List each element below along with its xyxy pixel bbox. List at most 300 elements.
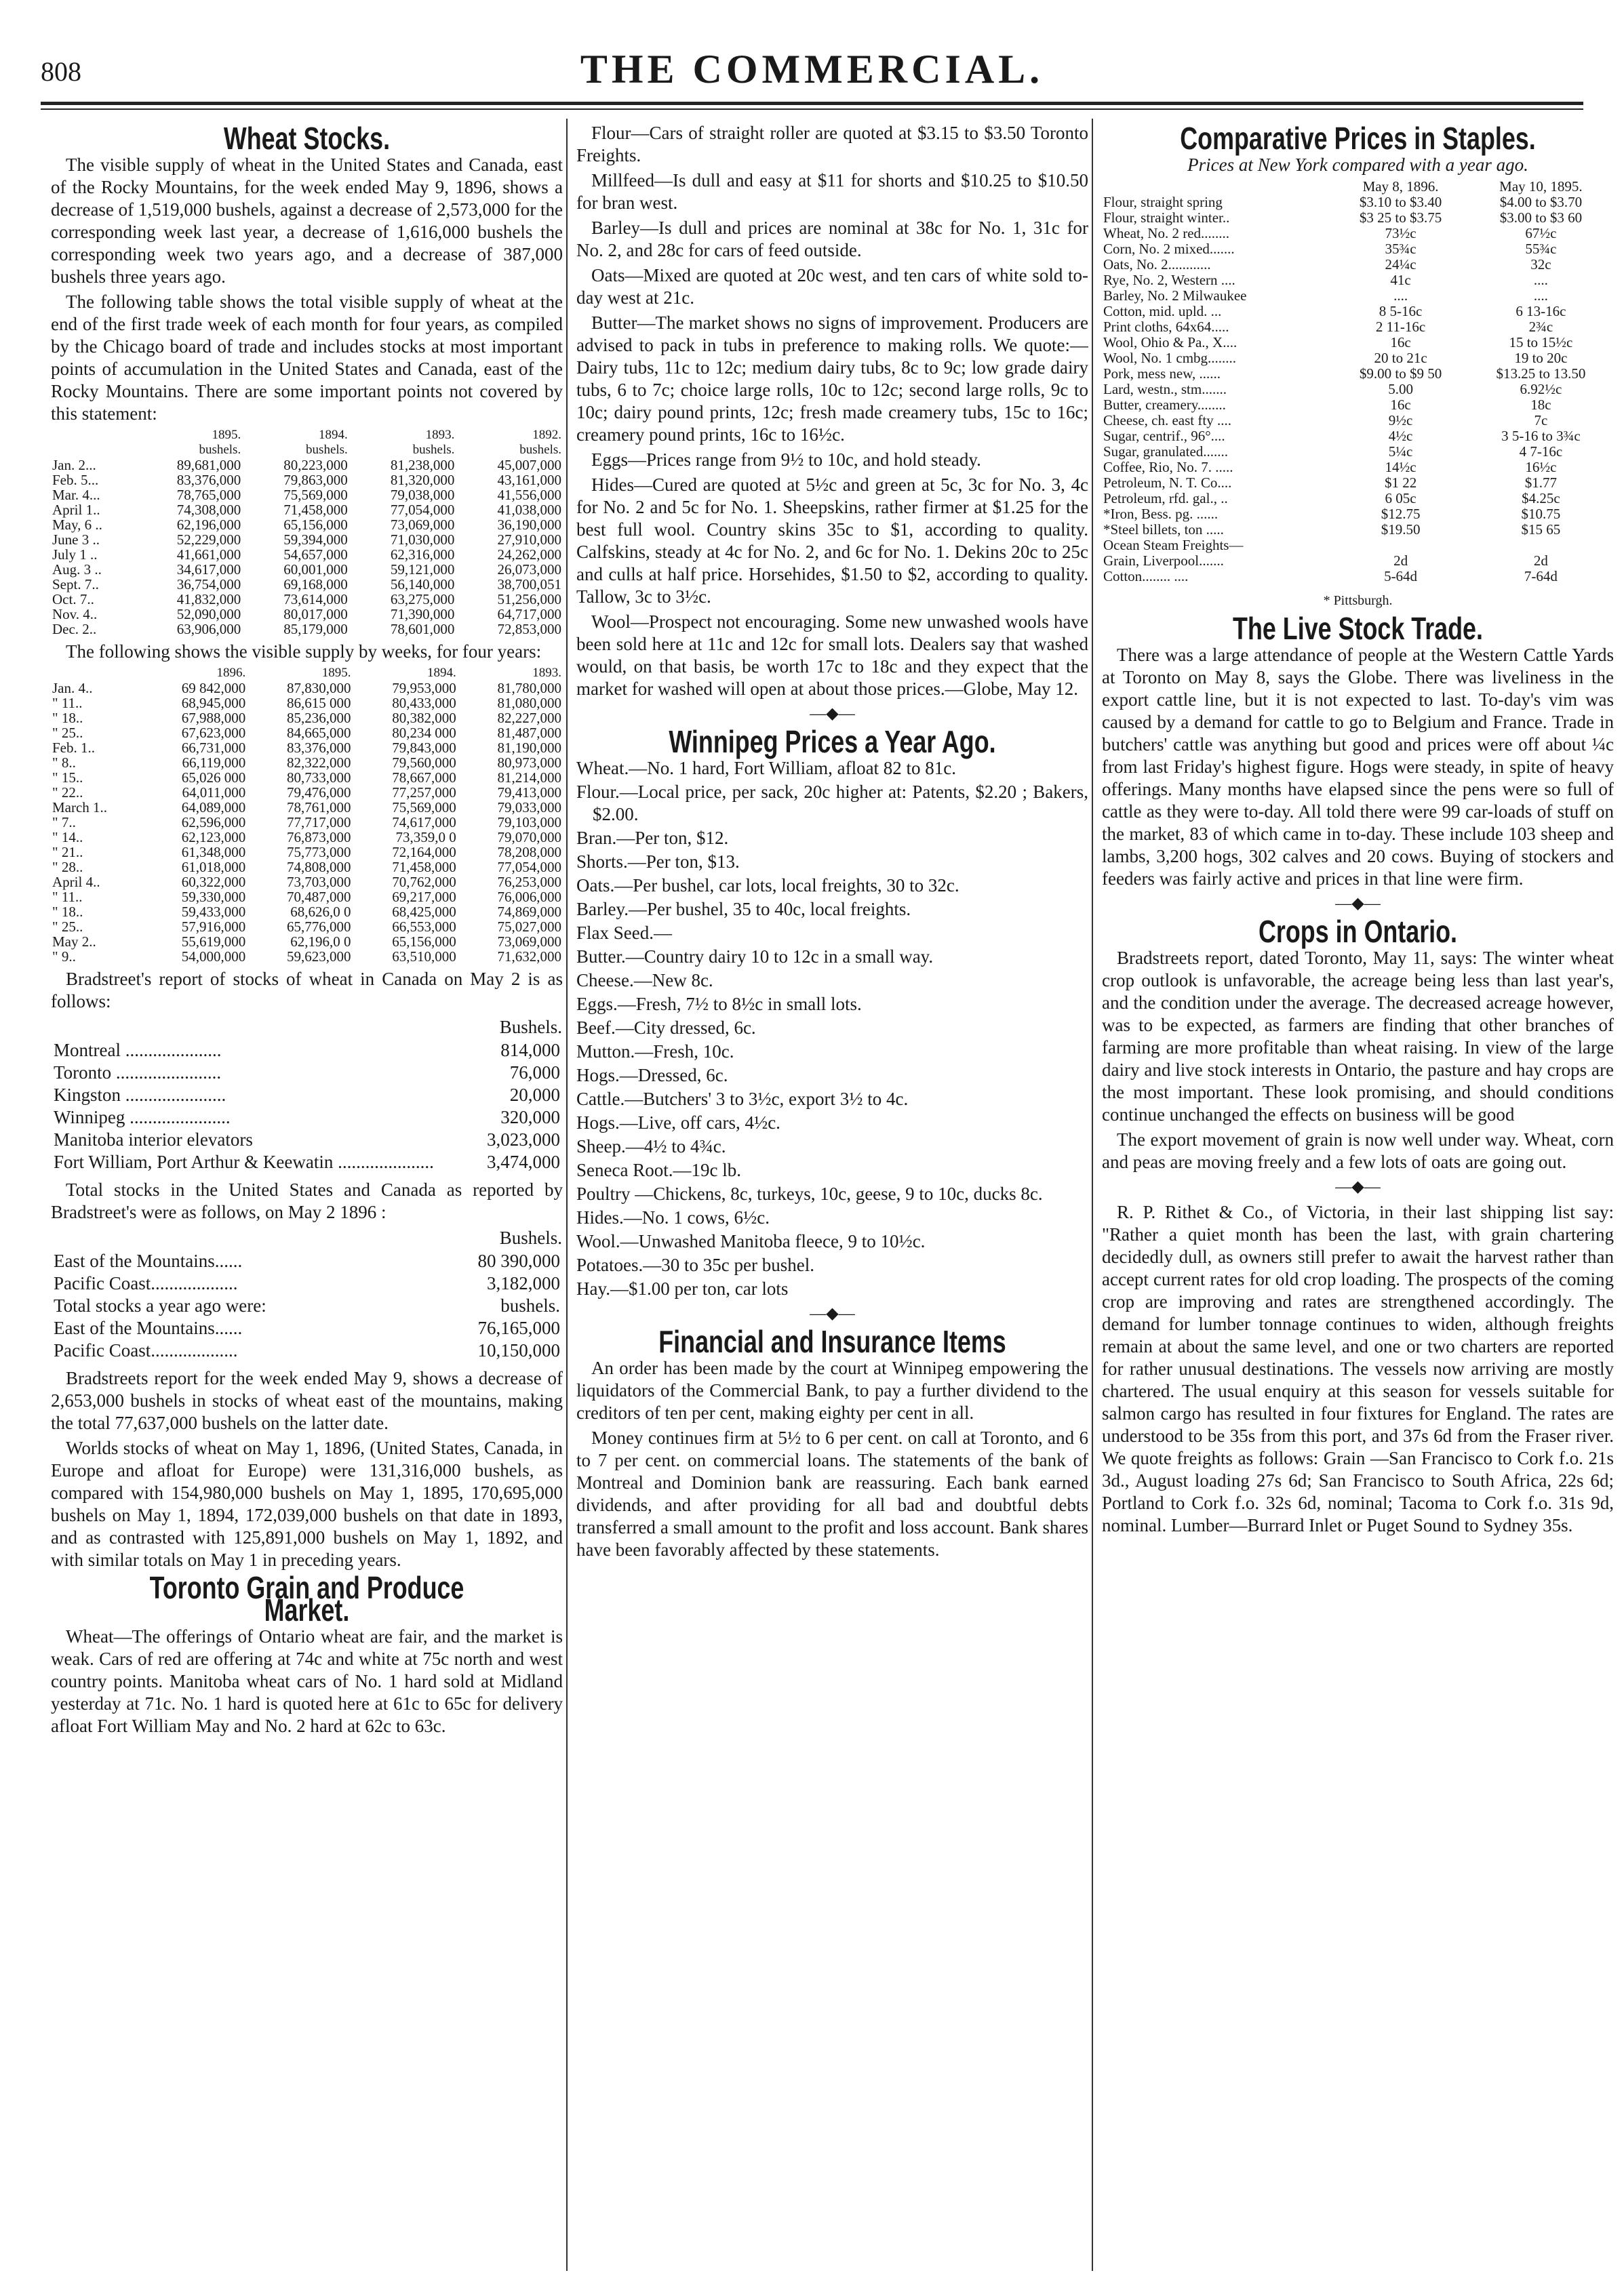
table-cell: April 1.. — [52, 502, 100, 518]
price-item: Cheese.—New 8c. — [576, 970, 713, 990]
column-header: May 10, 1895. — [1499, 178, 1583, 195]
table-row — [1102, 335, 1614, 350]
table-cell: 79,953,000 — [392, 680, 456, 696]
table-cell: 80,017,000 — [283, 606, 348, 622]
table-cell: Flour, straight spring — [1103, 194, 1223, 210]
price-item: Poultry —Chickens, 8c, turkeys, 10c, geese, 9 to 10c, ducks 8c. — [576, 1184, 1043, 1204]
table-cell: 3,182,000 — [487, 1273, 560, 1293]
table-cell: 68,945,000 — [181, 695, 246, 711]
table-cell: 69 842,000 — [181, 680, 246, 696]
column-header: bushels. — [519, 443, 561, 457]
column-header — [1102, 179, 1333, 195]
table-row — [51, 1106, 563, 1129]
table-cell: 51,256,000 — [497, 591, 561, 607]
table-cell: 24¼c — [1385, 256, 1417, 273]
table-cell: 20 to 21c — [1374, 350, 1427, 366]
table-cell: 32c — [1530, 256, 1551, 273]
table-row — [51, 755, 563, 770]
table-row — [1102, 304, 1614, 319]
table-cell: 6 13-16c — [1516, 303, 1566, 319]
table-cell: 19 to 20c — [1514, 350, 1568, 366]
table-cell: 73½c — [1385, 225, 1417, 241]
column-header: 1895. — [212, 428, 241, 442]
price-item: Hogs.—Dressed, 6c. — [576, 1065, 728, 1085]
table-cell: May, 6 .. — [52, 517, 102, 533]
table-cell: 54,657,000 — [283, 546, 348, 563]
table-cell: April 4.. — [52, 874, 100, 890]
table-row — [51, 710, 563, 725]
table-cell: 36,754,000 — [176, 576, 241, 592]
price-item: Hides.—No. 1 cows, 6½c. — [576, 1207, 770, 1228]
table-cell: 72,164,000 — [392, 844, 456, 860]
page-header — [41, 41, 1583, 108]
table-cell: 9½c — [1388, 412, 1413, 428]
table-row — [51, 622, 563, 637]
table-row — [1102, 257, 1614, 273]
table-cell: East of the Mountains...... — [54, 1318, 243, 1338]
table-row — [51, 904, 563, 919]
comparative-subtitle: Prices at New York compared with a year ago. — [1187, 155, 1528, 175]
table-cell: 5.00 — [1388, 381, 1413, 397]
table-cell: 814,000 — [500, 1040, 560, 1060]
table-cell — [1333, 538, 1468, 553]
table-cell: 41,556,000 — [497, 487, 561, 503]
comparative-prices-heading: Comparative Prices in Staples. — [1180, 122, 1536, 156]
table-cell: $9.00 to $9 50 — [1359, 365, 1442, 382]
table-cell: Cotton, mid. upld. ... — [1103, 303, 1222, 319]
price-item: Oats.—Per bushel, car lots, local freights, 30 to 32c. — [576, 875, 959, 895]
paragraph: Eggs—Prices range from 9½ to 10c, and hold steady. — [591, 449, 981, 470]
table-cell: 69,168,000 — [283, 576, 348, 592]
table-row — [51, 725, 563, 740]
table-row — [51, 1295, 563, 1317]
table-row — [1102, 491, 1614, 506]
table-cell: 27,910,000 — [497, 531, 561, 548]
table-cell: 7-64d — [1524, 568, 1558, 584]
table-cell: 86,615 000 — [287, 695, 351, 711]
table-cell: 59,121,000 — [390, 561, 455, 578]
price-item: Flax Seed.— — [576, 923, 672, 943]
table-cell: $12.75 — [1381, 506, 1421, 522]
table-row — [1102, 319, 1614, 335]
table-row — [1102, 538, 1614, 553]
table-cell: Fort William, Port Arthur & Keewatin ..................... — [54, 1152, 434, 1172]
crops-heading: Crops in Ontario. — [1258, 914, 1458, 949]
table-cell: 3 5-16 to 3¾c — [1501, 428, 1581, 444]
table-cell: 65,156,000 — [392, 933, 456, 950]
paragraph: Bradstreets report for the week ended May 9, shows a decrease of 2,653,000 bushels in stocks of wheat east of the mountains, making the total 77,637,000 bushels on the latter date. — [51, 1368, 563, 1433]
table-cell: Pork, mess new, ...... — [1103, 365, 1221, 382]
table-cell: 73,614,000 — [283, 591, 348, 607]
table-cell: Feb. 5... — [52, 472, 99, 488]
table-cell: 2d — [1533, 552, 1548, 569]
table-cell: 78,601,000 — [390, 621, 455, 637]
header-rule — [41, 102, 1583, 105]
table-cell: 4½c — [1388, 428, 1413, 444]
table-cell: Sept. 7.. — [52, 576, 99, 592]
table-row — [1102, 350, 1614, 366]
column-header — [51, 428, 136, 443]
table-cell: 67,623,000 — [181, 725, 246, 741]
header-rule-thin — [41, 108, 1583, 110]
table-cell: 36,190,000 — [497, 517, 561, 533]
crops-body — [1102, 947, 1614, 1173]
column-header: 1892. — [532, 428, 561, 442]
table-cell: 75,027,000 — [497, 919, 561, 935]
table-row — [51, 1272, 563, 1295]
table-cell: 80,382,000 — [392, 710, 456, 726]
table-row — [51, 502, 563, 517]
table-cell: 78,667,000 — [392, 769, 456, 786]
table-cell: 62,596,000 — [181, 814, 246, 830]
table-cell: 89,681,000 — [176, 457, 241, 473]
table-cell: " 18.. — [52, 904, 83, 920]
table-cell: Winnipeg ...................... — [54, 1107, 231, 1127]
table-cell: 64,089,000 — [181, 799, 246, 815]
table-cell: 66,731,000 — [181, 740, 246, 756]
table-row — [1102, 226, 1614, 241]
table-cell — [1468, 538, 1614, 553]
table-cell: " 18.. — [52, 710, 83, 726]
table-row — [1102, 397, 1614, 413]
table-cell: 62,196,000 — [176, 517, 241, 533]
table-cell: $1 22 — [1384, 475, 1417, 491]
table-row — [1102, 273, 1614, 288]
column-header: bushels. — [306, 443, 348, 457]
table-cell: March 1.. — [52, 799, 108, 815]
table-cell: 3,474,000 — [487, 1152, 560, 1172]
table-cell: 2¾c — [1528, 319, 1553, 335]
table-cell: 6.92½c — [1520, 381, 1562, 397]
table-row — [1102, 553, 1614, 569]
table-cell: Jan. 4.. — [52, 680, 93, 696]
table-cell: 41c — [1390, 272, 1411, 288]
table-cell: Feb. 1.. — [52, 740, 95, 756]
table-cell: May 2.. — [52, 933, 96, 950]
table-row — [51, 696, 563, 710]
table-row — [51, 487, 563, 502]
table-cell: 79,560,000 — [392, 754, 456, 771]
table-cell: 80,234 000 — [392, 725, 456, 741]
table-row — [51, 1084, 563, 1106]
table-row — [51, 1039, 563, 1062]
paragraph: An order has been made by the court at Winnipeg empowering the liquidators of the Commercial Bank, to pay a further dividend to the creditors of ten per cent, making eighty per cent in all. — [576, 1358, 1088, 1423]
table-cell: .... — [1393, 287, 1408, 304]
table-row — [51, 681, 563, 696]
table-row — [51, 547, 563, 562]
table-cell: Barley, No. 2 Milwaukee — [1103, 287, 1247, 304]
table-cell: 54,000,000 — [181, 948, 246, 965]
paragraph: Wheat—The offerings of Ontario wheat are fair, and the market is weak. Cars of red are offering at 74c and white at 75c north and west country points. Manitoba wheat cars of No. 1 hard sold at Midland yesterday at 71c. No. 1 hard is quoted here at 61c to 65c for delivery afloat Fort William May and No. 2 hard at 62c to 63c. — [51, 1626, 563, 1736]
paragraph: Money continues firm at 5½ to 6 per cent. on call at Toronto, and 6 to 7 per cent. on commercial loans. The statements of the bank of Montreal and Dominion bank are reassuring. Each bank earned dividends, and after providing for all bad and doubtful debts transferred a small amount to the profit and loss account. Bank shares have been favorably affected by these statements. — [576, 1428, 1088, 1560]
table-cell: 60,322,000 — [181, 874, 246, 890]
table-cell: 26,073,000 — [497, 561, 561, 578]
table-cell: " 9.. — [52, 948, 76, 965]
table-cell: " 11.. — [52, 695, 83, 711]
wheat-stocks-heading: Wheat Stocks. — [223, 122, 391, 156]
table-cell: 55,619,000 — [181, 933, 246, 950]
table-cell: 66,119,000 — [182, 754, 246, 771]
table-cell: Sugar, centrif., 96°.... — [1103, 428, 1225, 444]
paragraph: Oats—Mixed are quoted at 20c west, and ten cars of white sold to-day west at 21c. — [576, 265, 1088, 308]
table-cell: Dec. 2.. — [52, 621, 97, 637]
table-row — [51, 1062, 563, 1084]
table-cell: 81,487,000 — [497, 725, 561, 741]
column-header: May 8, 1896. — [1362, 178, 1439, 195]
table-cell: 59,623,000 — [287, 948, 351, 965]
table-cell: 76,000 — [509, 1062, 560, 1083]
winnipeg-heading: Winnipeg Prices a Year Ago. — [669, 724, 996, 759]
table-row — [51, 1317, 563, 1340]
table-row — [51, 785, 563, 800]
paragraph: The following table shows the total visible supply of wheat at the end of the first trade week of each month for four years, as compiled by the Chicago board of trade and includes stocks at most important points of accumulation in the United States and Canada, east of the Rocky Mountains. There are some important points not covered by this statement: — [51, 291, 563, 424]
price-item: Wheat.—No. 1 hard, Fort William, afloat 82 to 81c. — [576, 758, 957, 778]
paragraph: Hides—Cured are quoted at 5½c and green at 5c, 3c for No. 3, 4c for No. 2 and 5c for No. 1. Sheepskins, rather firmer at $1.25 for the best full wool. Country skins 35c to $1, according to quality. Calfskins, steady at 4c for No. 2, and 6c for No. 1. Dekins 20c to 25c and culls at half price. Horsehides, $1.50 to $2, according to quality. Tallow, 3c to 3½c. — [576, 475, 1088, 607]
table-cell: 76,006,000 — [497, 889, 561, 905]
table-cell: Wheat, No. 2 red........ — [1103, 225, 1230, 241]
table-cell: 5¼c — [1388, 443, 1413, 460]
table-row — [51, 562, 563, 577]
table-row — [51, 1340, 563, 1362]
table-cell: Corn, No. 2 mixed....... — [1103, 241, 1235, 257]
price-item: Hay.—$1.00 per ton, car lots — [576, 1278, 789, 1299]
table-cell: 84,665,000 — [287, 725, 351, 741]
table-cell: 78,761,000 — [287, 799, 351, 815]
table-cell: Montreal ..................... — [54, 1040, 222, 1060]
section-ornament: —◆— — [810, 705, 855, 723]
table-cell: 83,376,000 — [176, 472, 241, 488]
table-row — [1102, 288, 1614, 304]
table-cell: 77,257,000 — [392, 784, 456, 801]
table-cell: 41,832,000 — [176, 591, 241, 607]
table-cell: 71,458,000 — [392, 859, 456, 875]
table-cell: Oats, No. 2............ — [1103, 256, 1211, 273]
table-cell: 62,123,000 — [181, 829, 246, 845]
table-row — [1102, 506, 1614, 522]
table-cell: Kingston ...................... — [54, 1085, 226, 1105]
table-cell: 60,001,000 — [283, 561, 348, 578]
table-cell: 68,626,0 0 — [290, 904, 351, 920]
table-cell: 45,007,000 — [497, 457, 561, 473]
table-cell: 61,018,000 — [181, 859, 246, 875]
table-cell: 80,733,000 — [287, 769, 351, 786]
table-cell: July 1 .. — [52, 546, 98, 563]
table-row — [1102, 522, 1614, 538]
table-row — [51, 949, 563, 964]
table-cell: 10,150,000 — [477, 1340, 560, 1361]
table-row — [1102, 475, 1614, 491]
table-cell: 63,906,000 — [176, 621, 241, 637]
table-cell: 67,988,000 — [181, 710, 246, 726]
table-cell: Coffee, Rio, No. 7. ..... — [1103, 459, 1233, 475]
table-cell: 56,140,000 — [390, 576, 455, 592]
table-cell: 65,156,000 — [283, 517, 348, 533]
table-cell: $19.50 — [1381, 521, 1421, 538]
price-item: Beef.—City dressed, 6c. — [576, 1018, 756, 1038]
table-row — [51, 889, 563, 904]
table-cell: 14½c — [1385, 459, 1417, 475]
price-item: Flour.—Local price, per sack, 20c higher at: Patents, $2.20 ; Bakers, $2.00. — [576, 782, 1088, 824]
table-cell: 71,632,000 — [497, 948, 561, 965]
table-cell: 73,069,000 — [497, 933, 561, 950]
table-row — [51, 845, 563, 860]
column-header — [51, 666, 142, 681]
table-cell: June 3 .. — [52, 531, 100, 548]
table-cell: 76,253,000 — [497, 874, 561, 890]
table-cell: $13.25 to 13.50 — [1496, 365, 1586, 382]
paragraph: Wool—Prospect not encouraging. Some new unwashed wools have been sold here at 11c and 12c for small lots. Dealers say that washed would, on that basis, be worth 17c to 18c and they expect that the market for washed will open at about those prices.—Globe, May 12. — [576, 611, 1088, 699]
table-cell: 67½c — [1525, 225, 1557, 241]
live-stock-heading: The Live Stock Trade. — [1233, 611, 1483, 646]
column-header: 1896. — [216, 666, 246, 680]
table-cell: $3.00 to $3 60 — [1499, 209, 1583, 226]
table-cell: 81,780,000 — [497, 680, 561, 696]
paragraph: R. P. Rithet & Co., of Victoria, in their last shipping list say: "Rather a quiet month has been the last, with grain chartering decidedly dull, as owners still prefer to await the harvest rather than accept current rates for old crop loading. The prospects of the coming crop are improving and rates are strengthened accordingly. The demand for lumber tonnage continues to widen, although freights remain at about the same level, and one or two charters are reported for rather unusual destinations. The vessels now arriving are mostly chartered. The usual enquiry at this season for vessels suitable for salmon cargo has resulted in four fixtures for England. The rates are understood to be 35s from this port, and 37s 6d from the Fraser river. We quote freights as follows: Grain —San Francisco to Cork f.o. 21s 3d., August loading 27s 6d; San Francisco to South Africa, 22s 6d; Portland to Cork f.o. 32s 6d, nominal; Tacoma to Cork f.o. 31s 9d, nominal. Lumber—Burrard Inlet or Puget Sound to Sydney 35s. — [1102, 1202, 1614, 1535]
table-cell: $3.10 to $3.40 — [1359, 194, 1442, 210]
table-cell: 70,762,000 — [392, 874, 456, 890]
table-cell: 81,238,000 — [390, 457, 455, 473]
table-row — [51, 1151, 563, 1173]
table-cell: Oct. 7.. — [52, 591, 94, 607]
price-item: Bran.—Per ton, $12. — [576, 828, 729, 848]
table-row — [51, 860, 563, 874]
table-cell: 38,700,051 — [497, 576, 561, 592]
table-cell: 61,348,000 — [181, 844, 246, 860]
column-header: 1895. — [321, 666, 351, 680]
table-cell: 80,433,000 — [392, 695, 456, 711]
table-cell: 77,054,000 — [390, 502, 455, 518]
table-row — [51, 1250, 563, 1272]
table-cell: 52,090,000 — [176, 606, 241, 622]
table-cell: 59,330,000 — [181, 889, 246, 905]
table-cell: 63,510,000 — [392, 948, 456, 965]
table-cell: 34,617,000 — [176, 561, 241, 578]
table-cell: 82,322,000 — [287, 754, 351, 771]
table-cell: 82,227,000 — [497, 710, 561, 726]
table-cell: 81,214,000 — [497, 769, 561, 786]
table-cell: 81,080,000 — [497, 695, 561, 711]
table-cell: Sugar, granulated....... — [1103, 443, 1229, 460]
table-cell: 62,196,0 0 — [290, 933, 351, 950]
table-cell: Total stocks a year ago were: — [54, 1295, 266, 1316]
table-cell: bushels. — [500, 1295, 560, 1316]
table-cell: Petroleum, rfd. gal., .. — [1103, 490, 1228, 506]
table-cell: 79,413,000 — [497, 784, 561, 801]
table-cell: Wool, Ohio & Pa., X.... — [1103, 334, 1237, 350]
table-cell: Cotton........ .... — [1103, 568, 1189, 584]
section-ornament: —◆— — [1335, 1178, 1381, 1196]
table-cell: 71,390,000 — [390, 606, 455, 622]
price-item: Sheep.—4½ to 4¾c. — [576, 1136, 726, 1156]
table-cell: East of the Mountains...... — [54, 1251, 243, 1271]
price-item: Mutton.—Fresh, 10c. — [576, 1041, 734, 1062]
table-row — [51, 770, 563, 785]
table-cell: $15 65 — [1521, 521, 1561, 538]
price-item: Eggs.—Fresh, 7½ to 8½c in small lots. — [576, 994, 862, 1014]
table-cell: Pacific Coast................... — [54, 1340, 238, 1361]
table-cell: 75,569,000 — [283, 487, 348, 503]
table-cell: Ocean Steam Freights— — [1103, 537, 1244, 553]
table-cell: Aug. 3 .. — [52, 561, 102, 578]
table-cell: 69,217,000 — [392, 889, 456, 905]
paragraph: Flour—Cars of straight roller are quoted at $3.15 to $3.50 Toronto Freights. — [576, 123, 1088, 165]
table-cell: 3,023,000 — [487, 1129, 560, 1150]
table-cell: Manitoba interior elevators — [54, 1129, 253, 1150]
column-header: 1894. — [427, 666, 456, 680]
table-cell: 64,011,000 — [182, 784, 246, 801]
table-cell: *Iron, Bess. pg. ...... — [1103, 506, 1219, 522]
table-cell: 18c — [1530, 397, 1551, 413]
table-cell: 57,916,000 — [181, 919, 246, 935]
table-cell: 73,359,0 0 — [395, 829, 456, 845]
price-item: Shorts.—Per ton, $13. — [576, 851, 740, 872]
column-header: 1893. — [532, 666, 561, 680]
table-cell: 7c — [1534, 412, 1548, 428]
table-cell: 52,229,000 — [176, 531, 241, 548]
paragraph: The export movement of grain is now well under way. Wheat, corn and peas are moving freely and a few lots of oats are going out. — [1102, 1129, 1614, 1172]
page-number: 808 — [41, 56, 81, 87]
table-cell: $10.75 — [1521, 506, 1561, 522]
table-cell: Jan. 2... — [52, 457, 96, 473]
table-cell: 78,765,000 — [176, 487, 241, 503]
table-cell: 76,165,000 — [477, 1318, 560, 1338]
table-cell: 75,773,000 — [287, 844, 351, 860]
table-cell: 79,863,000 — [283, 472, 348, 488]
paragraph: Total stocks in the United States and Canada as reported by Bradstreet's were as follows, on May 2 1896 : — [51, 1180, 563, 1222]
table-cell: 2 11-16c — [1375, 319, 1426, 335]
table-cell: 80 390,000 — [477, 1251, 560, 1271]
table-cell: 75,569,000 — [392, 799, 456, 815]
table-cell: 64,717,000 — [497, 606, 561, 622]
paragraph: The following shows the visible supply by weeks, for four years: — [66, 641, 542, 662]
table-cell: 66,553,000 — [392, 919, 456, 935]
table-row — [51, 607, 563, 622]
column-2 — [576, 122, 1088, 2264]
table-cell: 65,026 000 — [181, 769, 246, 786]
table-cell: 72,853,000 — [497, 621, 561, 637]
table-row — [51, 800, 563, 815]
table-cell: 16c — [1390, 334, 1411, 350]
table-row — [1102, 460, 1614, 475]
table-cell: .... — [1533, 272, 1548, 288]
financial-body — [576, 1357, 1088, 1561]
table-cell: 16c — [1390, 397, 1411, 413]
table-cell: 8 5-16c — [1379, 303, 1423, 319]
table-cell: 70,487,000 — [287, 889, 351, 905]
table-cell: 73,703,000 — [287, 874, 351, 890]
column-header — [51, 443, 136, 458]
table-cell: Cheese, ch. east fty .... — [1103, 412, 1231, 428]
table-cell: 43,161,000 — [497, 472, 561, 488]
table-row — [1102, 428, 1614, 444]
table-cell: 81,320,000 — [390, 472, 455, 488]
table-row — [1102, 382, 1614, 397]
price-item: Wool.—Unwashed Manitoba fleece, 9 to 10½c. — [576, 1231, 926, 1251]
table-cell: 85,179,000 — [283, 621, 348, 637]
table-cell: Petroleum, N. T. Co.... — [1103, 475, 1232, 491]
unit-label: Bushels. — [499, 1228, 562, 1248]
table-cell: " 8.. — [52, 754, 76, 771]
table-cell: 87,830,000 — [287, 680, 351, 696]
column-header: 1894. — [319, 428, 348, 442]
table-cell: .... — [1533, 287, 1548, 304]
table-row — [1102, 569, 1614, 584]
price-item: Seneca Root.—19c lb. — [576, 1160, 741, 1180]
section-ornament: —◆— — [1335, 895, 1381, 912]
table-cell: 74,617,000 — [392, 814, 456, 830]
table-cell: 79,070,000 — [497, 829, 561, 845]
table-row — [51, 874, 563, 889]
